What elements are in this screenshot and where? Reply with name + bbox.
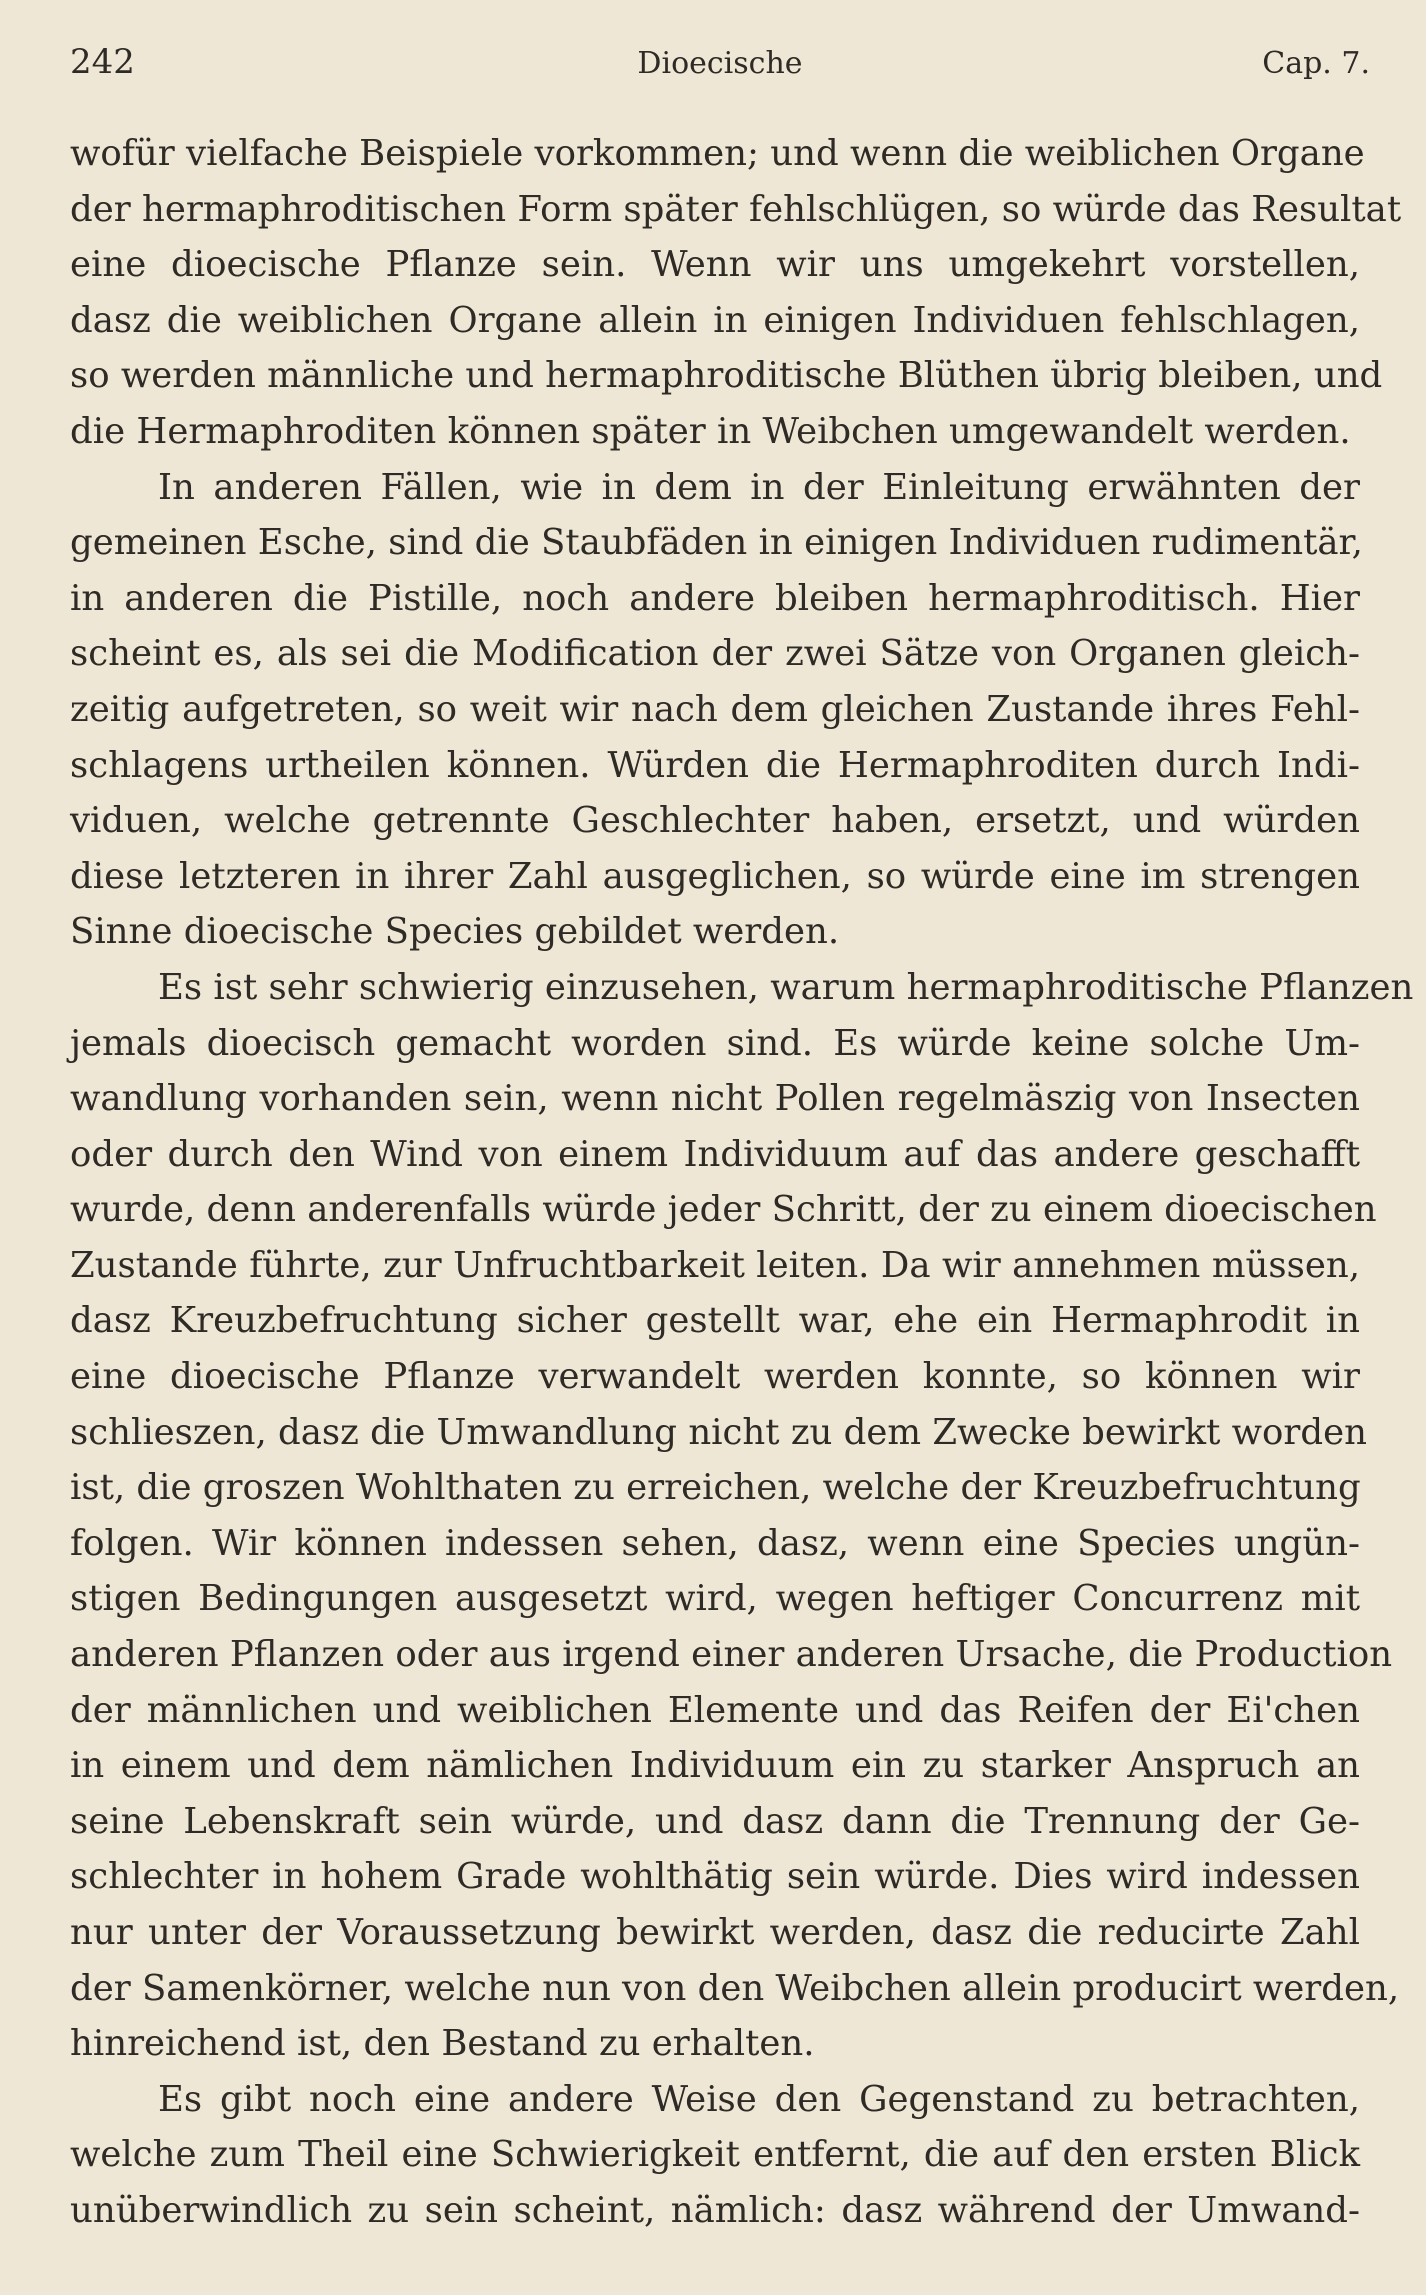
page-number: 242 [70,42,135,82]
text-line: der Samenkörner, welche nun von den Weibchen allein producirt werden, [70,1967,1400,2009]
text-line: In anderen Fällen, wie in dem in der Einleitung erwähnten der [158,466,1360,508]
text-line: unüberwindlich zu sein scheint, nämlich: dasz während der Umwand- [70,2189,1360,2231]
text-line: wandlung vorhanden sein, wenn nicht Pollen regelmäszig von Insecten [70,1078,1360,1120]
text-line: schlechter in hohem Grade wohlthätig sein würde. Dies wird indessen [70,1856,1360,1898]
text-line: schlagens urtheilen können. Würden die Hermaphroditen durch Indi- [70,744,1360,786]
text-line: der hermaphroditischen Form später fehlschlügen, so würde das Resultat [70,188,1402,230]
text-line: eine dioecische Pflanze verwandelt werden konnte, so können wir [70,1356,1360,1398]
text-line: stigen Bedingungen ausgesetzt wird, wegen heftiger Concurrenz mit [70,1578,1360,1620]
running-title: Dioecische [637,46,803,81]
text-line: welche zum Theil eine Schwierigkeit entfernt, die auf den ersten Blick [70,2134,1360,2176]
text-line: Zustande führte, zur Unfruchtbarkeit leiten. Da wir annehmen müssen, [70,1244,1360,1286]
text-line: in einem und dem nämlichen Individuum ein zu starker Anspruch an [70,1745,1360,1787]
text-line: hinreichend ist, den Bestand zu erhalten. [70,2023,815,2065]
text-line: Sinne dioecische Species gebildet werden. [70,911,840,953]
text-line: schlieszen, dasz die Umwandlung nicht zu dem Zwecke bewirkt worden [70,1411,1367,1453]
text-line: diese letzteren in ihrer Zahl ausgeglichen, so würde eine im strengen [70,855,1360,897]
chapter-label: Cap. 7. [1262,46,1370,81]
text-line: nur unter der Voraussetzung bewirkt werden, dasz die reducirte Zahl [70,1912,1360,1953]
text-line: zeitig aufgetreten, so weit wir nach dem gleichen Zustande ihres Fehl- [70,688,1360,730]
text-line: scheint es, als sei die Modification der zwei Sätze von Organen gleich- [70,633,1360,675]
text-line: Es ist sehr schwierig einzusehen, warum hermaphroditische Pflanzen [158,966,1414,1008]
text-line: dasz die weiblichen Organe allein in einigen Individuen fehlschlagen, [70,299,1360,341]
text-line: in anderen die Pistille, noch andere bleiben hermaphroditisch. Hier [70,577,1360,619]
text-line: anderen Pflanzen oder aus irgend einer anderen Ursache, die Production [70,1634,1393,1676]
text-line: viduen, welche getrennte Geschlechter haben, ersetzt, und würden [70,800,1360,842]
text-line: seine Lebenskraft sein würde, und dasz dann die Trennung der Ge- [70,1800,1360,1842]
body-text [70,126,1414,2239]
text-line: ist, die groszen Wohlthaten zu erreichen, welche der Kreuzbefruchtung [70,1467,1361,1509]
text-line: wurde, denn anderenfalls würde jeder Schritt, der zu einem dioecischen [70,1189,1377,1231]
text-line: oder durch den Wind von einem Individuum auf das andere geschafft [70,1133,1360,1175]
text-line: so werden männliche und hermaphroditische Blüthen übrig bleiben, und [70,355,1383,397]
text-line: Es gibt noch eine andere Weise den Gegenstand zu betrachten, [158,2078,1360,2120]
text-line: jemals dioecisch gemacht worden sind. Es würde keine solche Um- [70,1022,1360,1064]
text-line: gemeinen Esche, sind die Staubfäden in einigen Individuen rudimentär, [70,522,1363,564]
text-line: dasz Kreuzbefruchtung sicher gestellt war, ehe ein Hermaphrodit in [70,1300,1360,1342]
text-line: wofür vielfache Beispiele vorkommen; und wenn die weiblichen Organe [70,133,1365,174]
text-line: folgen. Wir können indessen sehen, dasz, wenn eine Species ungün- [70,1522,1360,1564]
page-header [70,42,1370,102]
text-line: die Hermaphroditen können später in Weibchen umgewandelt werden. [70,410,1351,452]
text-line: der männlichen und weiblichen Elemente und das Reifen der Ei'chen [70,1689,1360,1731]
text-line: eine dioecische Pflanze sein. Wenn wir uns umgekehrt vorstellen, [70,244,1360,286]
